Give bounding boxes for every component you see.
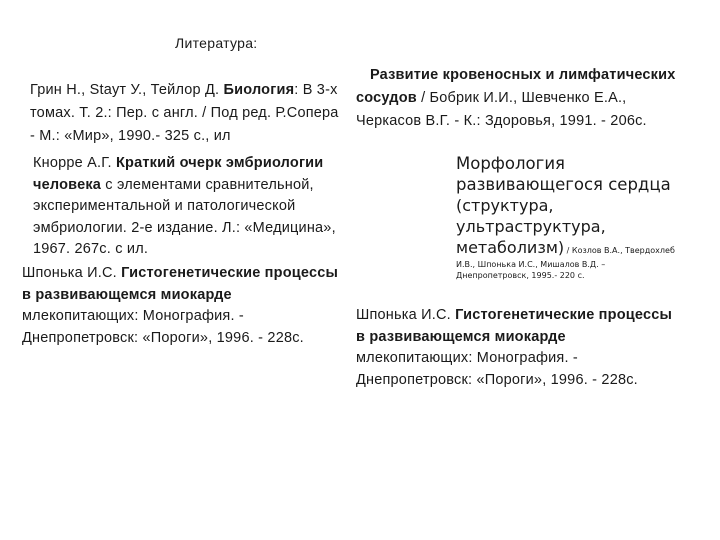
reference-line: томах. Т. 2.: Пер. с англ. / Под ред. Р.Сопера — [30, 105, 339, 121]
reference-line — [33, 153, 336, 175]
reference-title: Развитие кровеносных и лимфатических — [370, 67, 676, 83]
reference-shponka-right — [356, 305, 672, 391]
reference-authors: И.В., Шпонька И.С., Мишалов В.Д. – — [456, 260, 606, 269]
reference-line: млекопитающих: Монография. - — [22, 308, 244, 324]
reference-authors: / Козлов В.А., Твердохлеб — [564, 246, 675, 255]
reference-text: с элементами сравнительной, — [101, 176, 314, 193]
reference-line — [456, 237, 675, 259]
reference-line: 1967. 267с. с ил. — [33, 241, 149, 257]
reference-morphology — [456, 153, 675, 281]
reference-text: метаболизм) — [456, 238, 565, 257]
reference-text: : В 3-х — [294, 82, 338, 98]
reference-shponka-left — [22, 263, 338, 349]
reference-author: Грин Н., Staут У., Тейлор Д. — [30, 82, 224, 98]
reference-line: ультраструктура, — [456, 217, 606, 236]
reference-title: развивающегося сердца — [456, 175, 671, 194]
reference-title: Краткий очерк эмбриологии — [115, 155, 324, 171]
reference-line: Днепропетровск: «Пороги», 1996. - 228с. — [356, 371, 638, 388]
reference-text: / Бобрик И.И., Шевченко Е.А., — [416, 90, 627, 106]
reference-bobrik — [352, 64, 676, 133]
reference-title: сосудов — [356, 90, 417, 106]
reference-title: Гистогенетические процессы — [455, 307, 673, 323]
reference-title: Биология — [223, 82, 295, 98]
reference-line — [356, 87, 676, 110]
page-title: Литература: — [175, 35, 258, 51]
reference-knorre — [33, 153, 336, 261]
reference-line: Черкасов В.Г. - К.: Здоровья, 1991. - 206с. — [356, 113, 647, 129]
reference-title: человека — [33, 176, 102, 193]
reference-line: эмбриологии. 2-е издание. Л.: «Медицина», — [33, 219, 336, 236]
reference-grin — [30, 79, 339, 148]
reference-line — [356, 305, 672, 327]
reference-author: Шпонька И.С. — [22, 265, 122, 281]
reference-title: Морфология — [456, 154, 565, 173]
reference-title: в развивающемся миокарде — [356, 328, 566, 345]
reference-line: млекопитающих: Монография. - — [356, 350, 578, 366]
reference-author: Кнорре А.Г. — [33, 155, 116, 171]
reference-line — [22, 263, 338, 285]
reference-line: экспериментальной и патологической — [33, 198, 296, 214]
reference-title: Гистогенетические процессы — [121, 265, 339, 281]
reference-line: Днепропетровск: «Пороги», 1996. - 228с. — [22, 329, 304, 346]
reference-line — [30, 79, 339, 102]
reference-title: в развивающемся миокарде — [22, 286, 232, 303]
reference-author: Шпонька И.С. — [356, 307, 456, 323]
reference-line: - М.: «Мир», 1990.- 325 с., ил — [30, 128, 231, 144]
reference-line — [33, 175, 336, 197]
reference-line: (структура, — [456, 196, 554, 215]
reference-publisher: Днепропетровск, 1995.- 220 с. — [456, 271, 585, 280]
